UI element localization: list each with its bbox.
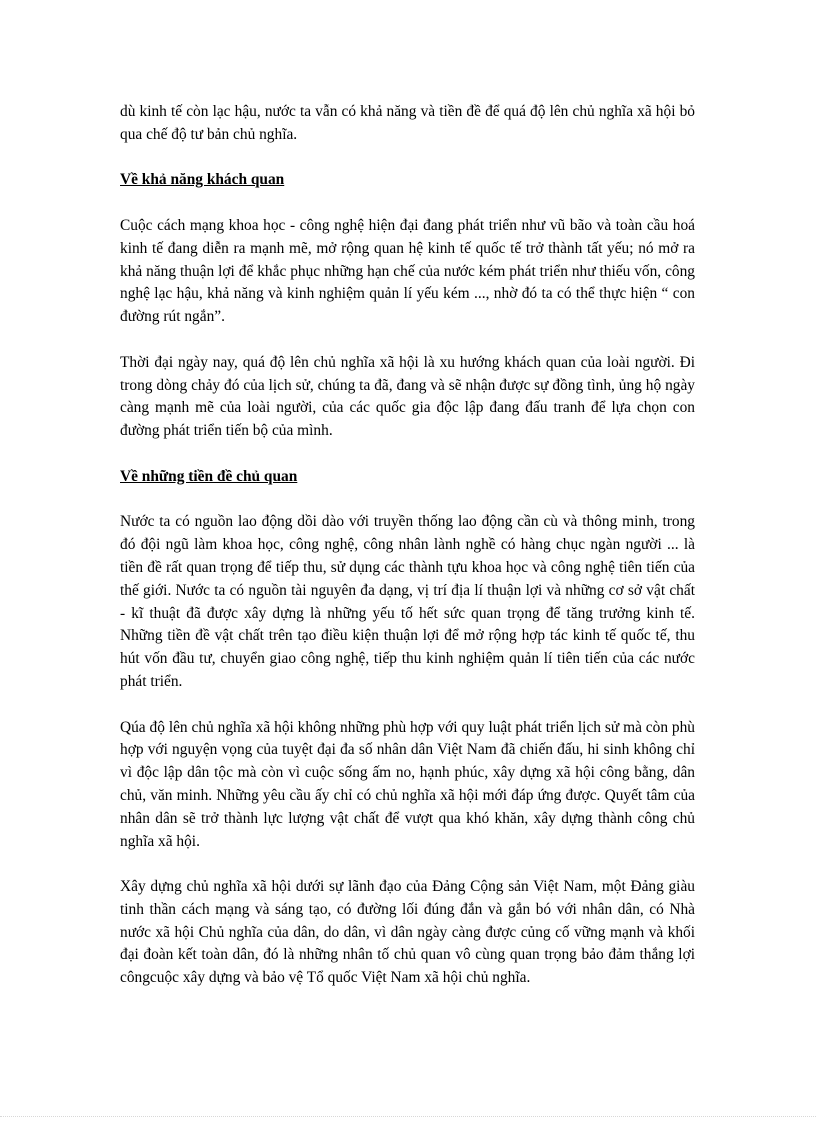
spacer [120,694,695,717]
spacer [120,443,695,466]
spacer [120,853,695,876]
section-heading-objective: Về khả năng khách quan [120,171,285,189]
paragraph-objective-2: Thời đại ngày nay, quá độ lên chủ nghĩa xã hội là xu hướng khách quan của loài người. Đi trong dòng chảy đó của lịch sử, chúng ta đã, đang và sẽ nhận được sự đồng tình, ủng hộ ngày càng mạnh mẽ của loài người, của các quốc gia độc lập đang đấu tranh để lựa chọn con đường phát triển tiến bộ của mình. [120,353,695,440]
spacer [120,192,695,215]
document-body [120,101,695,990]
paragraph-subjective-3: Xây dựng chủ nghĩa xã hội dưới sự lãnh đạo của Đảng Cộng sản Việt Nam, một Đảng giàu tinh thần cách mạng và sáng tạo, có đường lối đúng đắn và gắn bó với nhân dân, có Nhà nước xã hội Chủ nghĩa của dân, do dân, vì dân ngày càng được củng cố vững mạnh và khối đại đoàn kết toàn dân, đó là những nhân tố chủ quan vô cùng quan trọng bảo đảm thắng lợi côngcuộc xây dựng và bảo vệ Tổ quốc Việt Nam xã hội chủ nghĩa. [120,878,695,987]
section-heading-subjective: Về những tiền đề chủ quan [120,467,298,485]
spacer [120,489,695,512]
paragraph-objective-1: Cuộc cách mạng khoa học - công nghệ hiện đại đang phát triển như vũ bão và toàn cầu hoá kinh tế đang diễn ra mạnh mẽ, mở rộng quan hệ kinh tế quốc tế trở thành tất yếu; nó mở ra khả năng thuận lợi để khắc phục những hạn chế của nước kém phát triển như thiếu vốn, công nghệ lạc hậu, khả năng và kinh nghiệm quản lí yếu kém ..., nhờ đó ta có thể thực hiện “ con đường rút ngắn”. [120,216,695,326]
spacer [120,147,695,170]
intro-paragraph: dù kinh tế còn lạc hậu, nước ta vẫn có khả năng và tiền đề để quá độ lên chủ nghĩa xã hội bỏ qua chế độ tư bản chủ nghĩa. [120,103,695,143]
paragraph-subjective-1: Nước ta có nguồn lao động dồi dào với truyền thống lao động cần cù và thông minh, trong đó đội ngũ làm khoa học, công nghệ, công nhân lành nghề có hàng chục ngàn người ... là tiền đề rất quan trọng để tiếp thu, sử dụng các thành tựu khoa học và công nghệ tiên tiến của thế giới. Nước ta có nguồn tài nguyên đa dạng, vị trí địa lí thuận lợi và những cơ sở vật chất - kĩ thuật đã được xây dựng là những yếu tố hết sức quan trọng để tăng trưởng kinh tế. Những tiền đề vật chất trên tạo điều kiện thuận lợi để mở rộng hợp tác kinh tế quốc tế, thu hút vốn đầu tư, chuyển giao công nghệ, tiếp thu kinh nghiệm quản lí tiên tiến của các nước phát triển. [120,513,695,690]
spacer [120,329,695,352]
paragraph-subjective-2: Qúa độ lên chủ nghĩa xã hội không những phù hợp với quy luật phát triển lịch sử mà còn phù hợp với nguyện vọng của tuyệt đại đa số nhân dân Việt Nam đã chiến đấu, hi sinh không chỉ vì độc lập dân tộc mà còn vì cuộc sống ấm no, hạnh phúc, xây dựng xã hội công bằng, dân chủ, văn minh. Những yêu cầu ấy chỉ có chủ nghĩa xã hội mới đáp ứng được. Quyết tâm của nhân dân sẽ trở thành lực lượng vật chất để vượt qua khó khăn, xây dựng thành công chủ nghĩa xã hội. [120,718,695,850]
page-bottom-divider [0,1116,816,1117]
